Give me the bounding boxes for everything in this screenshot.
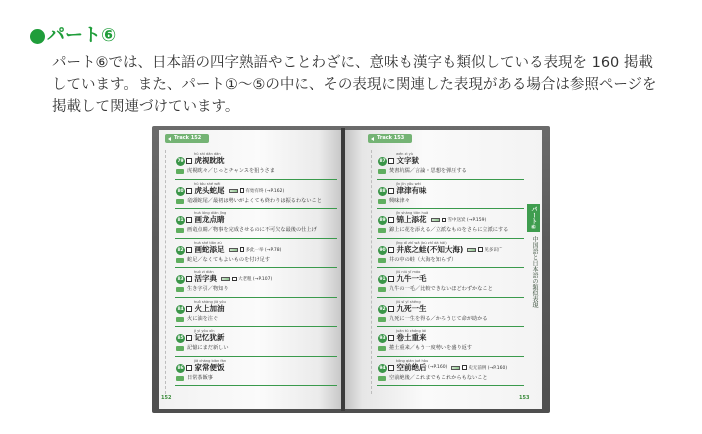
entry-pinyin: kōng qián jué hòu [396,358,429,363]
separator-line [175,238,337,239]
japanese-meaning-tag-icon [378,199,386,204]
entry-meaning-line [378,345,472,352]
relation-arrow-icon [431,218,440,222]
checkbox-icon [478,247,483,252]
checkbox-icon [388,158,394,164]
entry-title: 九牛一毛 [396,274,427,283]
entry-number: 84 [177,306,184,312]
entry-title-line [388,186,427,196]
entry-number: 91 [379,277,386,282]
entry-number: 82 [177,247,184,253]
japanese-meaning-tag-icon [176,287,184,292]
heading-bullet-icon [30,29,45,44]
related-expression: 多此一举 (→P.78) [245,247,282,253]
entry-list [377,152,524,392]
entry-meaning: 画竜点睛／物事を完成させるのに不可欠な最後の仕上げ [187,227,317,233]
related-expression: 史无前例 (→P.160) [468,365,508,371]
checkbox-icon [186,158,192,164]
entry-number: 87 [379,159,386,164]
entry-title-line [186,363,225,373]
checkbox-icon [186,276,192,282]
track-label [368,134,412,143]
separator-line [377,267,524,268]
entry-title: 文字狱 [396,156,419,165]
japanese-meaning-tag-icon [176,346,184,351]
entry-list [175,152,337,392]
entry-meaning: 生き字引／物知り [187,286,229,292]
checkbox-icon [186,217,192,223]
entry-row [175,211,337,241]
entry-pinyin: huà shé tiān zú [194,240,222,245]
entry-row [377,270,524,300]
entry-row [377,359,524,389]
page-number: 152 [161,395,172,401]
entry-pinyin: hǔ tóu shé wěi [194,181,221,186]
entry-title-line [186,333,225,343]
entry-meaning-line [176,316,218,323]
entry-meaning-line [176,257,270,264]
checkbox-icon [388,335,394,341]
track-text: Track 152 [174,135,202,141]
japanese-meaning-tag-icon [176,317,184,322]
entry-pinyin: jiā cháng biàn fàn [194,358,227,363]
checkbox-icon [232,277,237,282]
entry-meaning-line [176,198,322,205]
entry-number: 85 [177,336,184,341]
entry-pinyin: jǐng dǐ zhī wā (bù zhī dà hǎi) [396,240,447,245]
entry-meaning-line [378,227,508,234]
part-side-tab [527,204,540,232]
side-tab-part: パート⑥ [530,205,537,231]
checkbox-icon [186,306,192,312]
entry-pinyin: huà lóng diǎn jīng [194,211,227,215]
checkbox-icon [186,365,192,371]
related-expression: 雪中送炭 (→P.159) [447,218,487,223]
heading-title: パート⑥ [47,25,117,46]
entry-pinyin: jiǔ niú yī máo [396,270,421,274]
checkbox-icon [186,247,192,253]
entry-meaning-line [176,345,229,352]
relation-arrow-icon [229,248,238,252]
entry-meaning-line [378,168,467,175]
entry-pinyin: huó zì diǎn [194,270,214,274]
relation-arrow-icon [451,366,460,370]
entry-title: 卷土重来 [396,333,427,342]
intro-paragraph [52,52,657,118]
entry-title: 九死一生 [396,303,427,313]
entry-title: 虎视眈眈 [194,156,225,165]
left-page [159,130,341,409]
separator-line [175,179,337,180]
book-spread-photo [152,126,550,413]
entry-row [175,359,337,389]
checkbox-icon [388,306,394,312]
entry-pinyin: wén zì yù [396,152,414,156]
entry-title-line [186,274,272,284]
entry-number: 93 [379,336,386,341]
entry-title-line [388,274,427,284]
entry-row [175,329,337,359]
entry-number: 92 [379,306,386,312]
separator-line [377,326,524,327]
intro-line: 掲載して関連づけています。 [52,99,240,115]
japanese-meaning-tag-icon [176,258,184,263]
entry-title-line [388,245,502,255]
entry-meaning: 竜頭蛇尾／最初は勢いがよくても終わりは振るわないこと [187,197,322,204]
entry-title: 家常便饭 [194,362,225,372]
entry-title: 锦上添花 [396,215,427,224]
japanese-meaning-tag-icon [378,376,386,381]
track-label [165,134,209,143]
entry-number: 81 [177,218,184,223]
relation-arrow-icon [467,248,476,252]
separator-line [377,356,524,357]
separator-line [377,385,524,386]
japanese-meaning-tag-icon [378,258,386,263]
entry-row [377,300,524,330]
japanese-meaning-tag-icon [176,228,184,233]
entry-meaning-line [378,375,488,382]
binding-marks [165,150,166,394]
entry-title: 空前绝后 [396,362,427,372]
japanese-meaning-tag-icon [176,199,184,204]
entry-row [175,300,337,330]
entry-row [175,270,337,300]
separator-line [377,179,524,180]
entry-pinyin: jīn jīn yǒu wèi [396,181,421,186]
separator-line [377,238,524,239]
entry-meaning: 捲土重来／もう一度勢いを盛り返す [389,345,473,351]
checkbox-icon [186,335,192,341]
right-page [345,130,542,409]
side-tab-title: 中国語と日本語の類似表現 [531,236,538,308]
separator-line [377,208,524,209]
entry-title: 画龙点睛 [194,215,225,224]
entry-meaning: 九牛の一毛／比較できないほどわずかなこと [389,286,493,292]
entry-number: 83 [177,277,184,282]
separator-line [377,297,524,298]
separator-line [175,267,337,268]
relation-arrow-icon [229,189,238,193]
entry-meaning-line [176,227,317,234]
entry-number: 86 [177,365,184,371]
entry-title-line [186,215,225,225]
page-number: 153 [519,395,530,401]
entry-title-line [388,363,507,373]
entry-page-ref: (→P.160) [428,365,448,370]
japanese-meaning-tag-icon [378,169,386,174]
entry-meaning-line [176,168,275,175]
related-expression: 见多识广 [484,247,503,253]
track-text: Track 153 [377,135,405,141]
entry-row [377,329,524,359]
entry-row [377,182,524,212]
separator-line [175,326,337,327]
entry-meaning-line [378,316,488,323]
entry-title: 虎头蛇尾 [194,185,225,195]
entry-title-line [186,156,225,166]
entry-title-line [388,304,427,314]
speaker-icon [168,137,171,141]
japanese-meaning-tag-icon [176,169,184,174]
entry-title: 津津有味 [396,185,427,195]
entry-row [377,241,524,271]
japanese-meaning-tag-icon [176,376,184,381]
checkbox-icon [388,217,394,223]
entry-title: 火上加油 [194,303,225,313]
checkbox-icon [388,247,394,253]
relation-arrow-icon [221,277,230,281]
entry-row [175,182,337,212]
speaker-icon [371,137,374,141]
entry-meaning-line [176,375,213,382]
entry-pinyin: jiǔ sǐ yī shēng [396,299,421,304]
entry-meaning: 蛇足／なくてもよいものを付け足す [187,256,271,263]
japanese-meaning-tag-icon [378,287,386,292]
section-heading [30,26,116,46]
separator-line [175,208,337,209]
checkbox-icon [388,276,394,282]
entry-number: 94 [379,365,386,371]
entry-number: 90 [379,247,386,253]
entry-number: 80 [177,188,184,194]
entry-title: 井底之蛙(不知大海) [396,244,464,254]
checkbox-icon [240,247,245,252]
checkbox-icon [388,188,394,194]
entry-title-line [186,186,284,196]
checkbox-icon [240,188,245,193]
intro-line: しています。また、パート①～⑤の中に、その表現に関連した表現がある場合は参照ページを [52,77,657,93]
entry-title-line [388,333,427,343]
entry-row [175,241,337,271]
entry-title-line [186,245,281,255]
entry-title: 活字典 [194,274,217,283]
entry-pinyin: huǒ shàng jiā yóu [194,299,226,304]
entry-pinyin: juǎn tǔ chóng lái [396,329,427,333]
entry-title-line [186,304,225,314]
entry-meaning: 焚書坑儒／言論・思想を弾圧する [389,168,467,174]
entry-meaning: 九死に一生を得る／かろうじて命が助かる [389,315,488,322]
entry-meaning: 火に油を注ぐ [187,315,219,322]
entry-meaning: 虎視眈々／じっとチャンスを狙うさま [187,168,275,174]
entry-meaning-line [378,286,493,293]
entry-pinyin: hǔ shì dān dān [194,152,221,156]
entry-meaning-line [378,257,456,264]
related-expression: 有始有终 (→P.162) [245,188,285,194]
japanese-meaning-tag-icon [378,346,386,351]
separator-line [175,385,337,386]
entry-title: 记忆犹新 [194,333,225,342]
checkbox-icon [462,365,467,370]
entry-number: 89 [379,218,386,223]
checkbox-icon [388,365,394,371]
entry-meaning: 空前絶後／これまでもこれからもないこと [389,374,488,381]
entry-meaning: 錦上に花を添える／立派なものをさらに立派にする [389,227,509,233]
entry-pinyin: jì yì yóu xīn [194,329,215,333]
entry-meaning: 日常茶飯事 [187,374,213,381]
entry-row [377,211,524,241]
entry-number: 79 [177,159,184,164]
entry-meaning-line [176,286,229,293]
checkbox-icon [186,188,192,194]
intro-line: パート⑥では、日本語の四字熟語やことわざに、意味も漢字も類似している表現を 160 掲載 [52,55,653,71]
japanese-meaning-tag-icon [378,317,386,322]
entry-meaning: 興味津々 [389,197,410,204]
japanese-meaning-tag-icon [378,228,386,233]
binding-marks [371,150,372,394]
checkbox-icon [442,218,447,223]
entry-title-line [388,156,419,166]
entry-meaning: 井の中の蛙（大海を知らず） [389,256,457,263]
entry-row [377,152,524,182]
entry-pinyin: jǐn shàng tiān huā [396,211,429,215]
separator-line [175,356,337,357]
related-expression: 大老粗 (→P.107) [238,277,273,282]
entry-title-line [388,215,486,225]
entry-title: 画蛇添足 [194,244,225,254]
entry-meaning: 記憶にまだ新しい [187,345,229,351]
entry-meaning-line [378,198,410,205]
entry-number: 88 [379,188,386,194]
entry-row [175,152,337,182]
separator-line [175,297,337,298]
